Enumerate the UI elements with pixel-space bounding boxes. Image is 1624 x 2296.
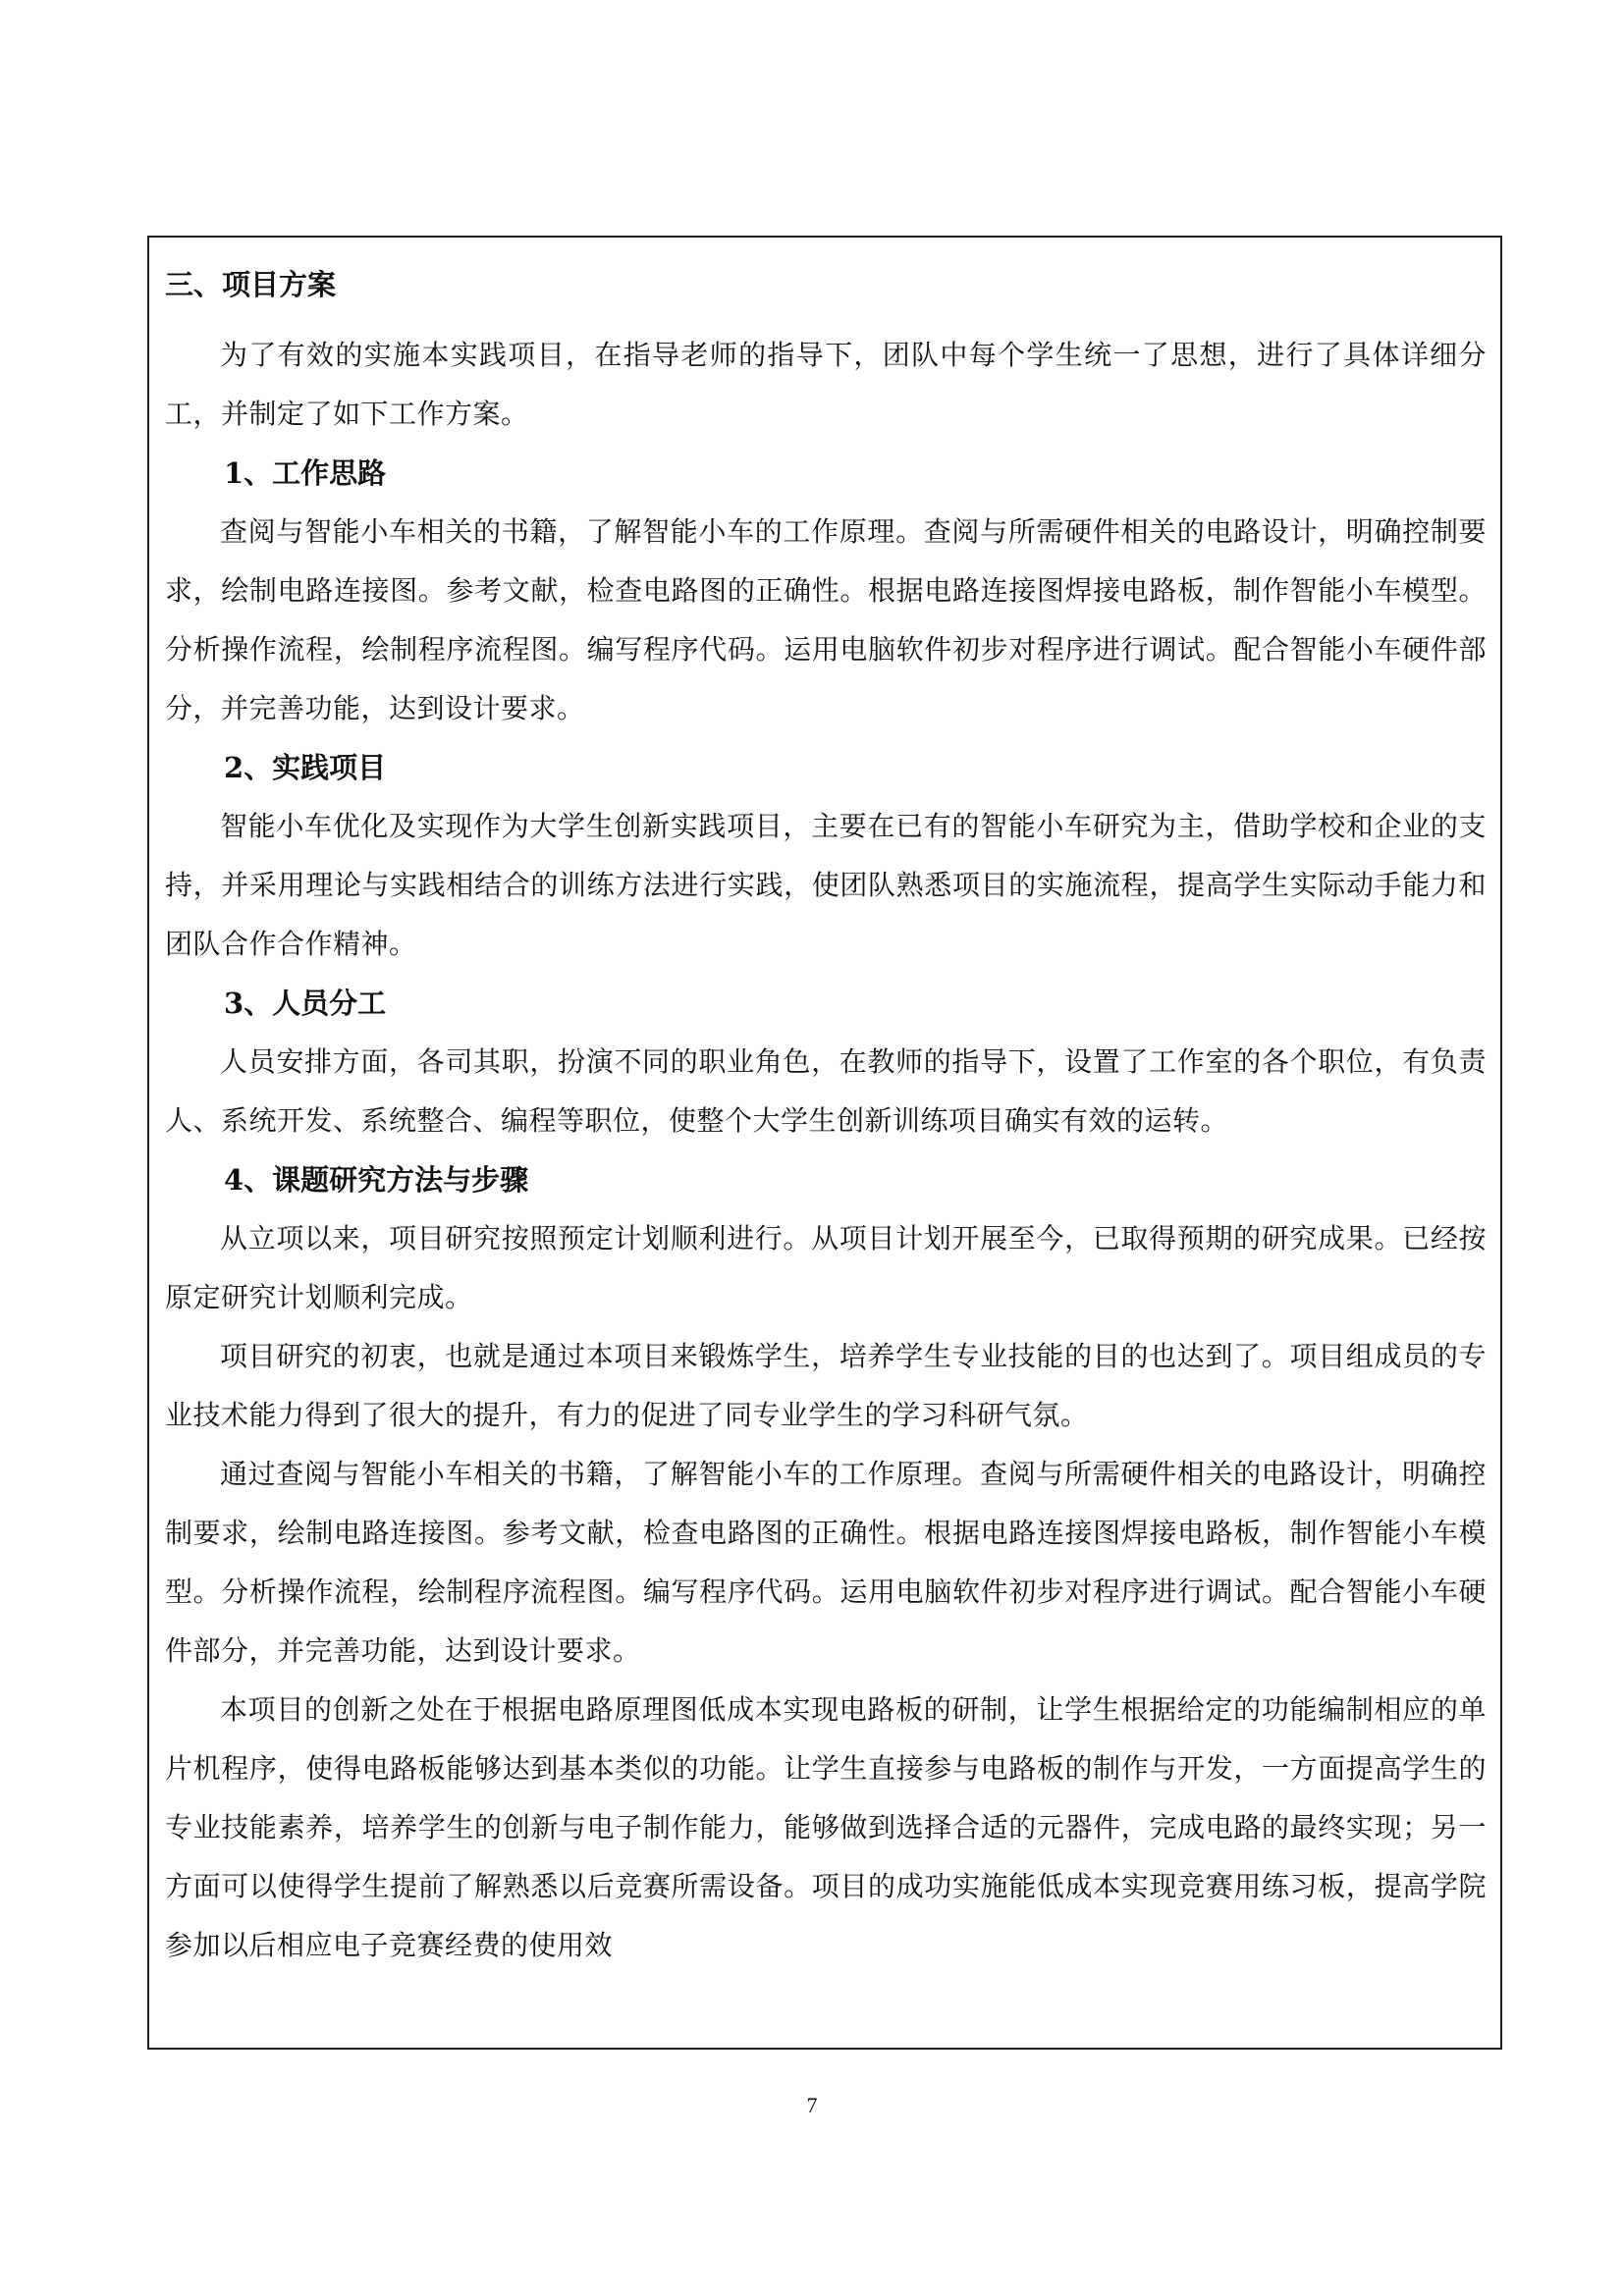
content-frame	[147, 236, 1502, 2050]
content-body	[149, 238, 1500, 1975]
page-number: 7	[806, 2093, 818, 2117]
research-methods-paragraph-3: 通过查阅与智能小车相关的书籍，了解智能小车的工作原理。查阅与所需硬件相关的电路设计，明确控制要求，绘制电路连接图。参考文献，检查电路图的正确性。根据电路连接图焊接电路板，制作智能小车模型。分析操作流程，绘制程序流程图。编写程序代码。运用电脑软件初步对程序进行调试。配合智能小车硬件部分，并完善功能，达到设计要求。	[165, 1458, 1487, 1667]
practice-project-paragraph: 智能小车优化及实现作为大学生创新实践项目，主要在已有的智能小车研究为主，借助学校和企业的支持，并采用理论与实践相结合的训练方法进行实践，使团队熟悉项目的实施流程，提高学生实际动手能力和团队合作合作精神。	[165, 810, 1487, 960]
subsection-heading-work-approach: 1、工作思路	[224, 456, 387, 490]
research-methods-paragraph-1: 从立项以来，项目研究按照预定计划顺利进行。从项目计划开展至今，已取得预期的研究成果。已经按原定研究计划顺利完成。	[165, 1222, 1487, 1313]
work-approach-paragraph: 查阅与智能小车相关的书籍，了解智能小车的工作原理。查阅与所需硬件相关的电路设计，明确控制要求，绘制电路连接图。参考文献，检查电路图的正确性。根据电路连接图焊接电路板，制作智能小车模型。分析操作流程，绘制程序流程图。编写程序代码。运用电脑软件初步对程序进行调试。配合智能小车硬件部分，并完善功能，达到设计要求。	[165, 515, 1487, 724]
research-methods-paragraph-4: 本项目的创新之处在于根据电路原理图低成本实现电路板的研制，让学生根据给定的功能编制相应的单片机程序，使得电路板能够达到基本类似的功能。让学生直接参与电路板的制作与开发，一方面提高学生的专业技能素养，培养学生的创新与电子制作能力，能够做到选择合适的元器件，完成电路的最终实现；另一方面可以使得学生提前了解熟悉以后竞赛所需设备。项目的成功实施能低成本实现竞赛用练习板，提高学院参加以后相应电子竞赛经费的使用效	[165, 1693, 1487, 1961]
subsection-heading-staff-division: 3、人员分工	[224, 987, 387, 1020]
research-methods-paragraph-2: 项目研究的初衷，也就是通过本项目来锻炼学生，培养学生专业技能的目的也达到了。项目组成员的专业技术能力得到了很大的提升，有力的促进了同专业学生的学习科研气氛。	[165, 1340, 1487, 1431]
subsection-heading-research-methods: 4、课题研究方法与步骤	[224, 1163, 529, 1197]
intro-paragraph: 为了有效的实施本实践项目，在指导老师的指导下，团队中每个学生统一了思想，进行了具体详细分工，并制定了如下工作方案。	[165, 339, 1487, 430]
subsection-heading-practice-project: 2、实践项目	[224, 751, 387, 784]
section-title: 三、项目方案	[165, 268, 337, 301]
staff-division-paragraph: 人员安排方面，各司其职，扮演不同的职业角色，在教师的指导下，设置了工作室的各个职位，有负责人、系统开发、系统整合、编程等职位，使整个大学生创新训练项目确实有效的运转。	[165, 1045, 1487, 1137]
